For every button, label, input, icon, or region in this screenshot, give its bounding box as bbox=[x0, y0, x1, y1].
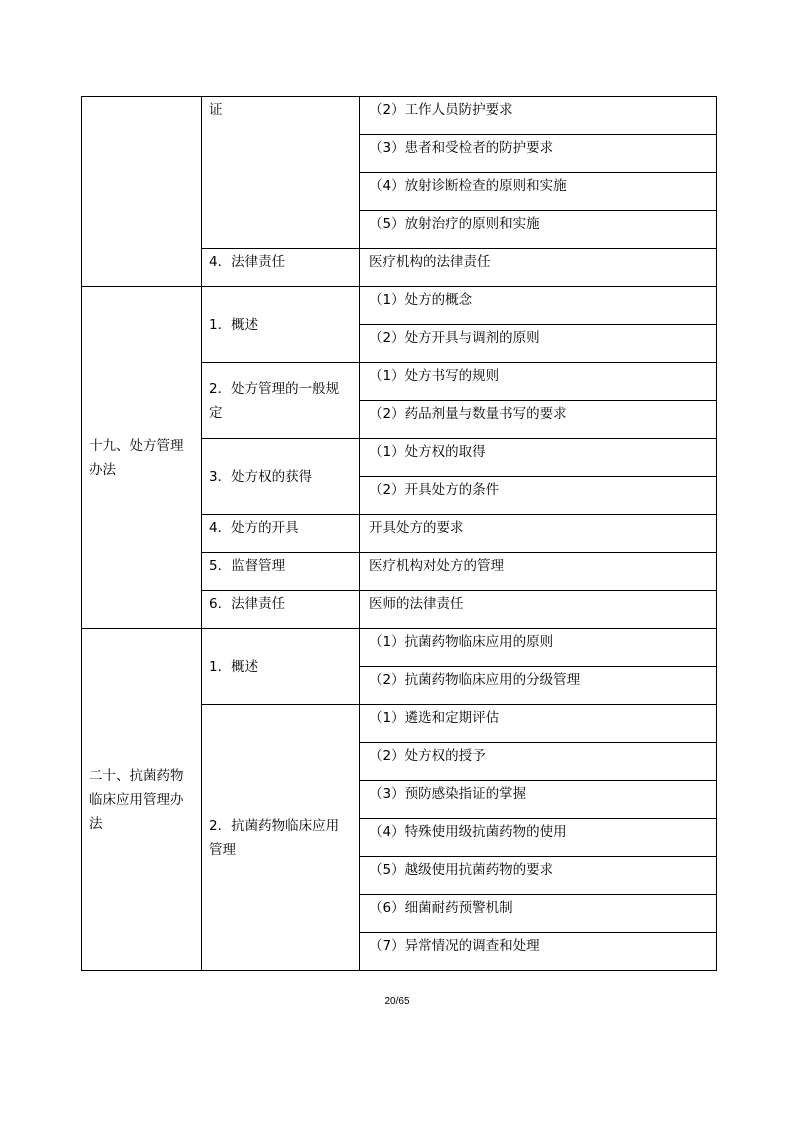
content-item: （2）开具处方的条件 bbox=[360, 477, 717, 515]
content-item: （4）放射诊断检查的原则和实施 bbox=[360, 173, 717, 211]
content-item: （1）遴选和定期评估 bbox=[360, 705, 717, 743]
content-item: （3）患者和受检者的防护要求 bbox=[360, 135, 717, 173]
table-row bbox=[82, 97, 717, 135]
content-item: （5）越级使用抗菌药物的要求 bbox=[360, 857, 717, 895]
subsection-label: 5．监督管理 bbox=[202, 553, 360, 591]
subsection-label: 2．抗菌药物临床应用管理 bbox=[202, 705, 360, 971]
page-number: 20/65 bbox=[384, 996, 410, 1007]
content-item: （7）异常情况的调查和处理 bbox=[360, 933, 717, 971]
content-item: 医师的法律责任 bbox=[360, 591, 717, 629]
content-item: （1）处方书写的规则 bbox=[360, 363, 717, 401]
content-item: （2）处方开具与调剂的原则 bbox=[360, 325, 717, 363]
table-row bbox=[82, 629, 717, 667]
subsection-label: 1．概述 bbox=[202, 287, 360, 363]
subsection-label: 2．处方管理的一般规定 bbox=[202, 363, 360, 439]
subsection-label: 6．法律责任 bbox=[202, 591, 360, 629]
content-item: （1）处方的概念 bbox=[360, 287, 717, 325]
content-item: （2）药品剂量与数量书写的要求 bbox=[360, 401, 717, 439]
syllabus-table bbox=[81, 96, 717, 971]
content-item: （5）放射治疗的原则和实施 bbox=[360, 211, 717, 249]
content-item: 开具处方的要求 bbox=[360, 515, 717, 553]
section-title: 十九、处方管理办法 bbox=[82, 287, 202, 629]
content-item: （3）预防感染指证的掌握 bbox=[360, 781, 717, 819]
content-item: （2）处方权的授予 bbox=[360, 743, 717, 781]
subsection-label: 1．概述 bbox=[202, 629, 360, 705]
content-item: （6）细菌耐药预警机制 bbox=[360, 895, 717, 933]
subsection-label: 4．处方的开具 bbox=[202, 515, 360, 553]
content-item: （2）抗菌药物临床应用的分级管理 bbox=[360, 667, 717, 705]
content-item: （2）工作人员防护要求 bbox=[360, 97, 717, 135]
content-item: （1）抗菌药物临床应用的原则 bbox=[360, 629, 717, 667]
subsection-label: 证 bbox=[202, 97, 360, 249]
content-item: 医疗机构的法律责任 bbox=[360, 249, 717, 287]
content-item: 医疗机构对处方的管理 bbox=[360, 553, 717, 591]
subsection-label: 4．法律责任 bbox=[202, 249, 360, 287]
subsection-label: 3．处方权的获得 bbox=[202, 439, 360, 515]
section-title-cell bbox=[82, 97, 202, 287]
table-row bbox=[82, 287, 717, 325]
section-title: 二十、抗菌药物临床应用管理办法 bbox=[82, 629, 202, 971]
content-item: （4）特殊使用级抗菌药物的使用 bbox=[360, 819, 717, 857]
content-item: （1）处方权的取得 bbox=[360, 439, 717, 477]
